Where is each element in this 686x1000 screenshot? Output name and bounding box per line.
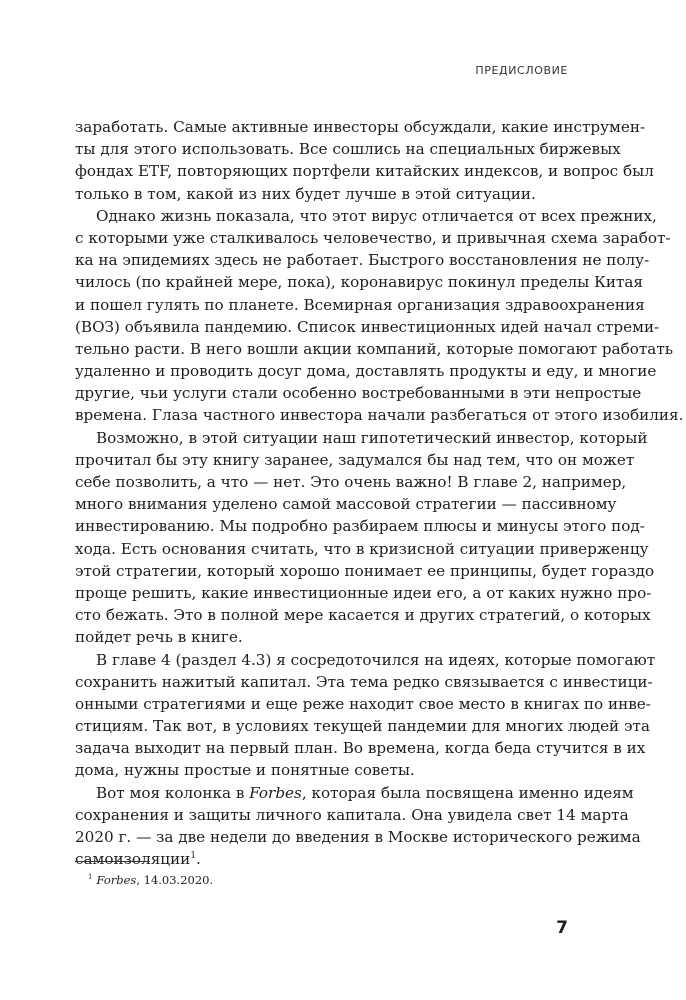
text-line: (ВОЗ) объявила пандемию. Список инвестиционных идей начал стреми- (75, 317, 660, 336)
text-line: онными стратегиями и еще реже находит свое место в книгах по инве- (75, 694, 651, 713)
text-line: ты для этого использовать. Все сошлись на специальных биржевых (75, 140, 621, 159)
footnote (88, 873, 213, 887)
footnote-reference: 1 (190, 851, 197, 862)
paragraph (75, 205, 684, 427)
paragraph (75, 116, 654, 205)
text-line: сохранить нажитый капитал. Эта тема редко связывается с инвестици- (75, 672, 653, 691)
text-line: задача выходит на первый план. Во времена, когда беда стучится в их (75, 739, 646, 758)
text-line: удаленно и проводить досуг дома, доставлять продукты и еду, и многие (75, 362, 657, 381)
text-line: стициям. Так вот, в условиях текущей пандемии для многих людей эта (75, 717, 650, 736)
text-line: хода. Есть основания считать, что в кризисной ситуации приверженцу (75, 539, 649, 558)
text-line: В главе 4 (раздел 4.3) я сосредоточился на идеях, которые помогают (96, 650, 656, 669)
text-line: пойдет речь в книге. (75, 628, 243, 647)
page-number: 7 (556, 918, 568, 938)
body-text (75, 116, 684, 870)
text-line: только в том, какой из них будет лучше в этой ситуации. (75, 184, 536, 203)
text-line: инвестированию. Мы подробно разбираем плюсы и минусы этого под- (75, 517, 645, 536)
paragraph (75, 782, 641, 871)
text-segment: Вот моя колонка в (96, 783, 250, 802)
text-line: тельно расти. В него вошли акции компаний, которые помогают работать (75, 339, 674, 358)
text-line: ка на эпидемиях здесь не работает. Быстрого восстановления не полу- (75, 251, 650, 270)
text-line: Возможно, в этой ситуации наш гипотетический инвестор, который (96, 428, 648, 447)
text-line (75, 782, 634, 804)
text-line: Однако жизнь показала, что этот вирус отличается от всех прежних, (96, 206, 657, 225)
text-line: другие, чьи услуги стали особенно востребованными в эти непростые (75, 384, 642, 403)
text-line: много внимания уделено самой массовой стратегии — пассивному (75, 495, 617, 514)
text-line: прочитал бы эту книгу заранее, задумался бы над тем, что он может (75, 450, 635, 469)
footnote-divider (75, 861, 150, 862)
text-line: сохранения и защиты личного капитала. Она увидела свет 14 марта (75, 805, 629, 824)
text-line: и пошел гулять по планете. Всемирная организация здравоохранения (75, 295, 645, 314)
footnote-text: , 14.03.2020. (136, 873, 214, 887)
paragraph (75, 649, 656, 782)
italic-text: Forbes (249, 783, 302, 802)
text-line: времена. Глаза частного инвестора начали разбегаться от этого изобилия. (75, 406, 684, 425)
text-line: дома, нужны простые и понятные советы. (75, 761, 415, 780)
text-segment: . (196, 850, 201, 869)
paragraph (75, 427, 655, 649)
text-line: 2020 г. — за две недели до введения в Москве исторического режима (75, 828, 641, 846)
running-head: ПРЕДИСЛОВИЕ (475, 64, 568, 77)
text-line: себе позволить, а что — нет. Это очень важно! В главе 2, например, (75, 473, 627, 491)
footnote-mark: 1 (88, 873, 93, 881)
text-line: этой стратегии, который хорошо понимает ее принципы, будет гораздо (75, 561, 655, 580)
text-line: с которыми уже сталкивалось человечество, и привычная схема заработ- (75, 228, 671, 247)
text-line: заработать. Самые активные инвесторы обсуждали, какие инструмен- (75, 118, 646, 136)
text-line: сто бежать. Это в полной мере касается и других стратегий, о которых (75, 606, 651, 625)
text-line: чилось (по крайней мере, пока), коронавирус покинул пределы Китая (75, 273, 643, 292)
text-line: фондах ETF, повторяющих портфели китайских индексов, и вопрос был (75, 162, 654, 181)
text-line: проще решить, какие инвестиционные идеи его, а от каких нужно про- (75, 583, 652, 602)
text-segment: , которая была посвящена именно идеям (301, 783, 634, 802)
footnote-source: Forbes (96, 873, 137, 887)
text-segment: самоизоляции (75, 850, 191, 869)
text-line (75, 848, 569, 870)
